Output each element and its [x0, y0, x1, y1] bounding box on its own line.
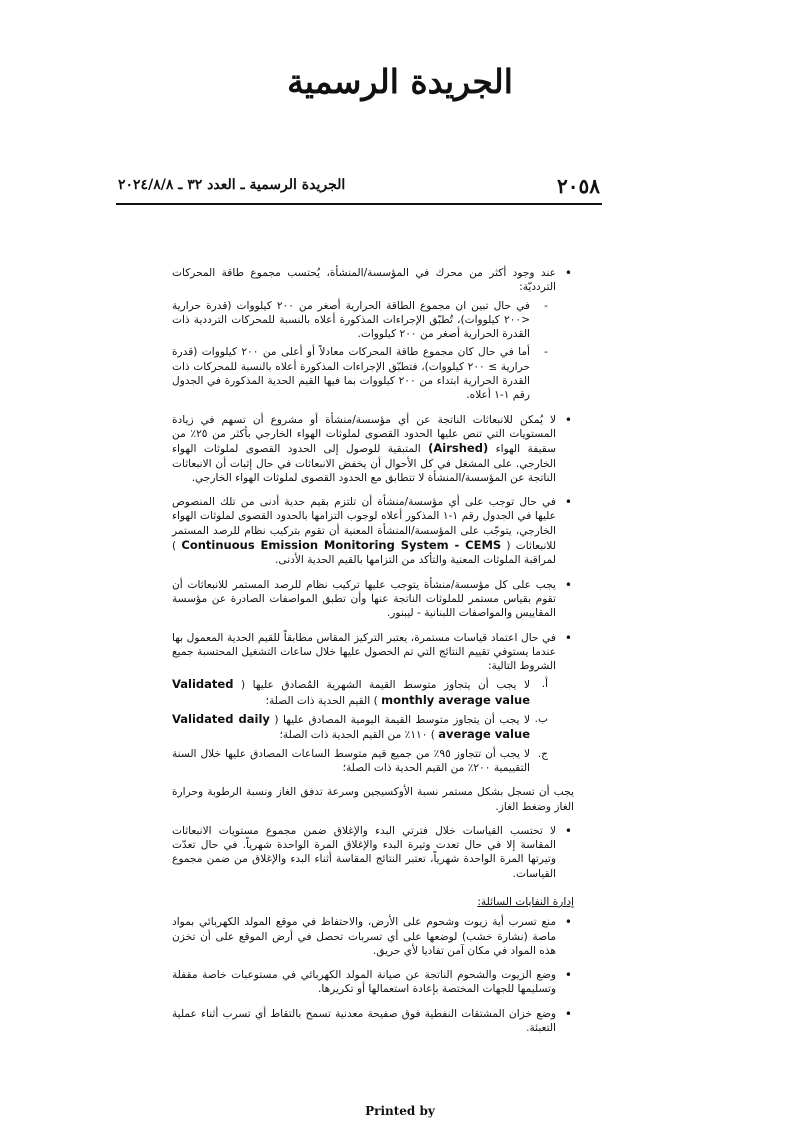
list-item [172, 495, 574, 567]
english-term: Validated daily average value [172, 712, 530, 742]
list-item [172, 631, 574, 776]
english-term: Validated monthly average value [172, 677, 530, 707]
sub-item-text: أما في حال كان مجموع طاقة المحركات معادلاً أو أعلى من ٢٠٠ كيلووات (قدرة حرارية ≥ ٢٠٠ كيلووات)، فتطبّق الإجراءات المذكورة أعلاه بالنسبة للمحركات ذات القدرة الحرارية ابتداء من ٢٠٠ كيلووات بما فيها القيم الحدية المذكورة في الجدول رقم ١-١ أعلاه. [172, 346, 530, 402]
paragraph: يجب أن تسجل بشكل مستمر نسبة الأوكسيجين وسرعة تدفق الغاز ونسبة الرطوبة وحرارة الغاز وضغط الغاز. [172, 786, 574, 813]
sub-item [172, 747, 556, 776]
sub-item-marker: - [544, 346, 548, 359]
sub-item [172, 345, 556, 402]
sub-item-text: ) القيم الحدية ذات الصلة؛ [265, 694, 378, 707]
sub-item-marker: ج. [537, 747, 548, 760]
list-item [172, 968, 574, 997]
masthead-title: الجريدة الرسمية [287, 62, 513, 101]
paragraph-text: في حال توجب على أي مؤسسة/منشأة أن تلتزم بقيم حدية أدنى من تلك المنصوص عليها في الجدول رقم ١-١ المذكور أعلاه لوجوب التزامها بالحدود القصوى لملوثات الهواء الخارجي، يتوجّب على المؤسسة/المنشأة المعنية أن تقوم بتركيب نظام للرصد المستمر للانبعاثات ( [172, 496, 556, 553]
list-item [172, 266, 574, 403]
sub-item [172, 299, 556, 342]
list-item [172, 413, 574, 485]
sub-item [172, 677, 556, 708]
paragraph-text: المتبقية للوصول إلى الحدود القصوى لملوثات الهواء الخارجي. على المشغل في كل الأحوال أن يخفض الانبعاثات في حال إثبات أن الانبعاثات الناتجة عن المؤسسة/المنشأة لا تتطابق مع الحدود القصوى لملوثات الهواء الخارجي. [172, 443, 556, 484]
list-item [172, 578, 574, 621]
sub-item-marker: ب. [534, 713, 548, 726]
issue-line: الجريدة الرسمية ـ العدد ٣٢ ـ ٢٠٢٤/٨/٨ [118, 177, 346, 193]
paragraph-text: عند وجود أكثر من محرك في المؤسسة/المنشأة، يُحتسب مجموع طاقة المحركات التردديّة: [172, 267, 556, 294]
sub-item-text: لا يجب أن تتجاوز ٩٥٪ من جميع قيم متوسط الساعات المصادق عليها خلال السنة التقييمية ٢٠٠٪ من القيم الحدية ذات الصلة؛ [172, 747, 530, 774]
sub-item-text: لا يجب أن يتجاوز متوسط القيمة الشهرية المُصادق عليها ( [240, 679, 530, 692]
header-rule [116, 203, 602, 205]
printed-by-footer: Printed by [365, 1104, 435, 1118]
paragraph-text: يجب على كل مؤسسة/منشأة يتوجب عليها تركيب نظام للرصد المستمر للانبعاثات أن تقوم بقياس مستمر للملوثات الناتجة عنها وأن تطبق المواصفات الصادرة عن مؤسسة المقاييس والمواصفات اللبنانية - ليبنور. [172, 578, 556, 620]
section-heading: إدارة النفايات السائلة: [477, 895, 574, 908]
paragraph-text: في حال اعتماد قياسات مستمرة، يعتبر التركيز المقاس مطابقاً للقيم الحدية المعمول بها عندما يستوفي تقييم النتائج التي تم الحصول عليها خلال ساعات التشغيل المحتسبة جميع الشروط التالية: [172, 631, 556, 673]
paragraph-text: لا تحتسب القياسات خلال فترتي البدء والإغلاق ضمن مجموع مستويات الانبعاثات المقاسة إلا في حال تعدت وتيرة البدء والإغلاق المرة الواحدة شهرياً. في حال تعدّت وتيرتها المرة الواحدة شهرياً، تعتبر النتائج المقاسة أثناء البدء والإغلاق من ضمن مجموع القياسات. [172, 824, 556, 880]
paragraph-text: وضع خزان المشتقات النفطية فوق صفيحة معدنية تسمح بالتقاط أي تسرب أثناء عملية التعبئة. [172, 1007, 556, 1035]
paragraph-text: لا يُمكن للانبعاثات الناتجة عن أي مؤسسة/منشأة أو مشروع أن تسهم في زيادة المستويات التي تنص عليها الحدود القصوى لملوثات الهواء الخارجي بأكثر من ٢٥٪ من سقيفة الهواء [172, 413, 557, 456]
list-item [172, 915, 574, 958]
sub-item-marker: أ. [541, 678, 548, 691]
page-number: ٢٠٥٨ [557, 174, 600, 198]
sub-item-marker: - [544, 299, 548, 312]
paragraph-text: ) لمراقبة الملوثات المعنية والتأكد من التزامها بالقيم الحدية الأدنى. [172, 540, 556, 567]
sub-item-text: في حال تبين ان مجموع الطاقة الحرارية أصغر من ٢٠٠ كيلووات (قدرة حرارية <٢٠٠ كيلووات)، تُطبّق الإجراءات المذكورة أعلاه بالنسبة للمحركات الترددية ذات القدرة الحرارية أصغر من ٢٠٠ كيلووات. [172, 299, 530, 341]
page-header [118, 174, 600, 202]
sub-item-text: ) ١١٠٪ من القيم الحدية ذات الصلة؛ [279, 729, 435, 742]
english-term: Continuous Emission Monitoring System - CEMS [181, 538, 502, 553]
body-text [172, 266, 574, 1045]
list-item [172, 824, 574, 881]
paragraph-text: منع تسرب أية زيوت وشحوم على الأرض، والاحتفاظ في موقع المولد الكهربائي بمواد ماصة (نشارة خشب) لوضعها على أي تسربات تحصل في أرض الموقع على أن تخزن هذه المواد في مكان آمن تفاديا لأي حريق. [172, 916, 556, 957]
sub-item [172, 712, 556, 743]
list-item [172, 1007, 574, 1036]
english-term: (Airshed) [428, 441, 489, 456]
sub-item-text: لا يجب أن يتجاوز متوسط القيمة اليومية المصادق عليها ( [274, 714, 530, 727]
paragraph-text: وضع الزيوت والشحوم الناتجة عن صيانة المولد الكهربائي في مستوعبات خاصة مقفلة وتسليمها للجهات المختصة بإعادة استعمالها أو تكريرها. [172, 969, 556, 996]
